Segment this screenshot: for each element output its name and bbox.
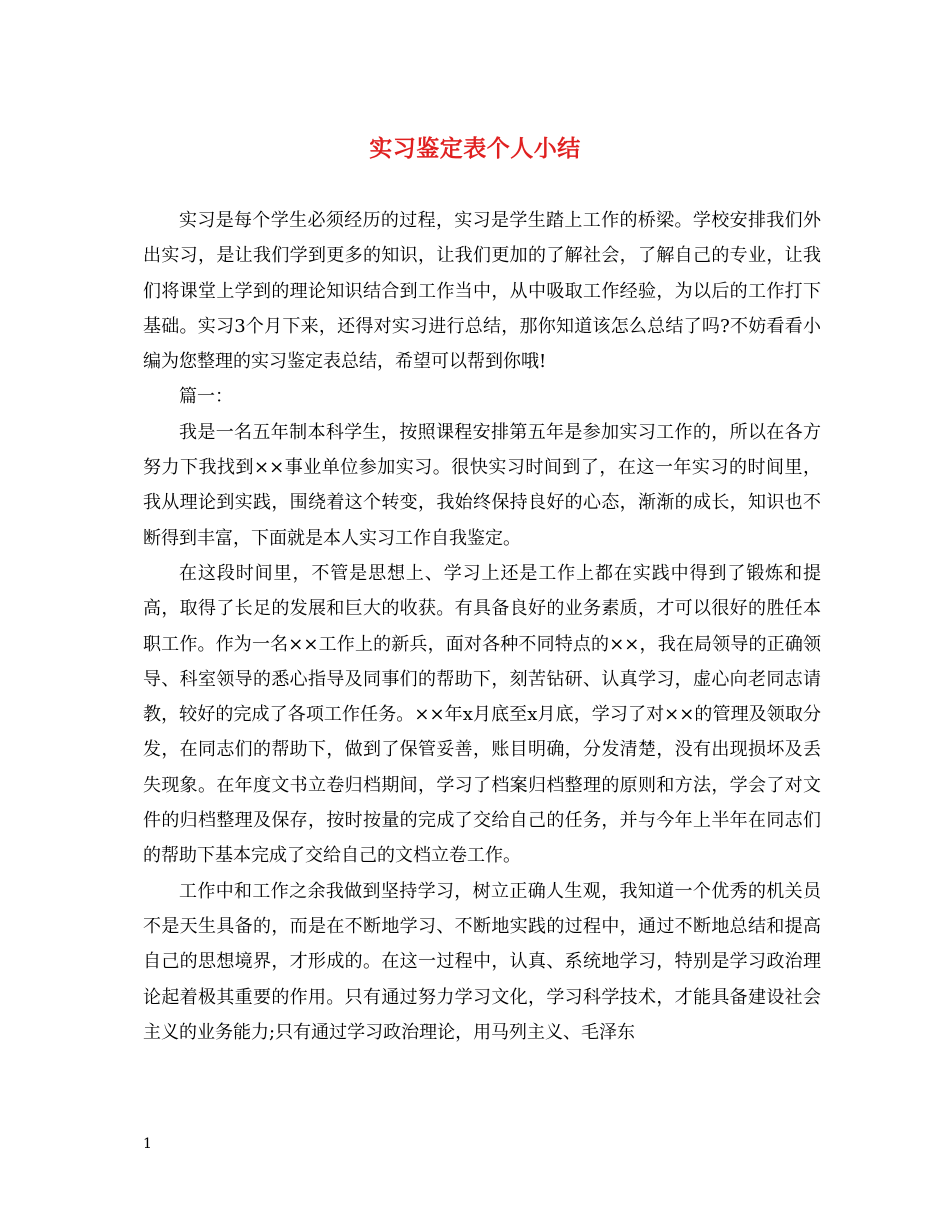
- page-number: 1: [143, 1136, 152, 1152]
- paragraph-background: 我是一名五年制本科学生，按照课程安排第五年是参加实习工作的，所以在各方努力下我找到××事业单位参加实习。很快实习时间到了，在这一年实习的时间里，我从理论到实践，围绕着这个转变，我始终保持良好的心态，渐渐的成长，知识也不断得到丰富，下面就是本人实习工作自我鉴定。: [143, 421, 821, 549]
- paragraph-work-experience: 在这段时间里，不管是思想上、学习上还是工作上都在实践中得到了锻炼和提高，取得了长足的发展和巨大的收获。有具备良好的业务素质，才可以很好的胜任本职工作。作为一名××工作上的新兵，面对各种不同特点的××，我在局领导的正确领导、科室领导的悉心指导及同事们的帮助下，刻苦钻研、认真学习，虚心向老同志请教，较好的完成了各项工作任务。××年x月底至x月底，学习了对××的管理及领取分发，在同志们的帮助下，做到了保管妥善，账目明确，分发清楚，没有出现损坏及丢失现象。在年度文书立卷归档期间，学习了档案归档整理的原则和方法，学会了对文件的归档整理及保存，按时按量的完成了交给自己的任务，并与今年上半年在同志们的帮助下基本完成了交给自己的文档立卷工作。: [143, 562, 821, 867]
- document-body: [143, 203, 821, 1050]
- paragraph-study: 工作中和工作之余我做到坚持学习，树立正确人生观，我知道一个优秀的机关员不是天生具备的，而是在不断地学习、不断地实践的过程中，通过不断地总结和提高自己的思想境界，才形成的。在这一过程中，认真、系统地学习，特别是学习政治理论起着极其重要的作用。只有通过努力学习文化，学习科学技术，才能具备建设社会主义的业务能力;只有通过学习政治理论，用马列主义、毛泽东: [143, 880, 821, 1043]
- paragraph-intro: 实习是每个学生必须经历的过程，实习是学生踏上工作的桥梁。学校安排我们外出实习，是让我们学到更多的知识，让我们更加的了解社会，了解自己的专业，让我们将课堂上学到的理论知识结合到工作当中，从中吸取工作经验，为以后的工作打下基础。实习3个月下来，还得对实习进行总结，那你知道该怎么总结了吗?不妨看看小编为您整理的实习鉴定表总结，希望可以帮到你哦!: [143, 210, 821, 373]
- document-title: 实习鉴定表个人小结: [369, 136, 581, 162]
- section-heading-part-one: 篇一：: [179, 386, 233, 408]
